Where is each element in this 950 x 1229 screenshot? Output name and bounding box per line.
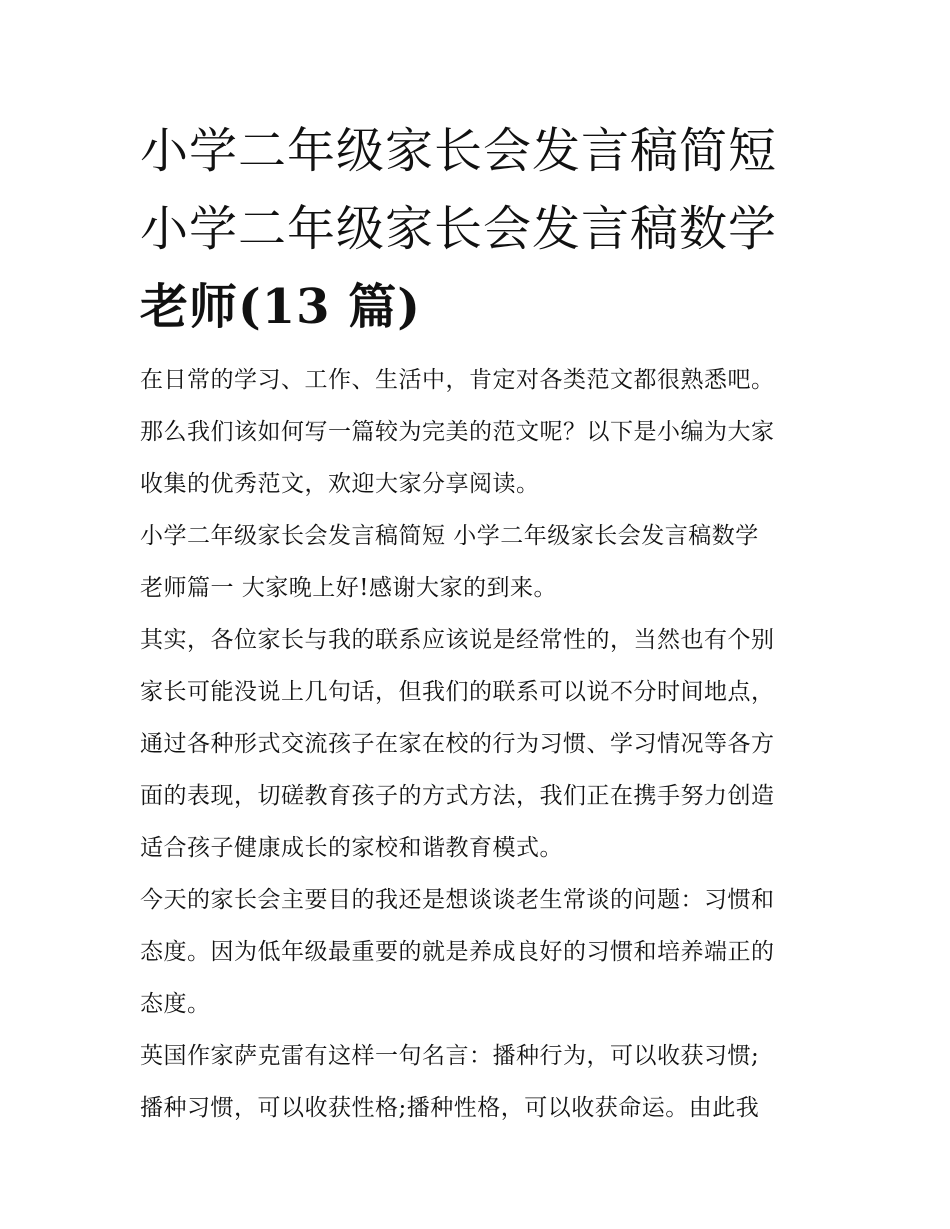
text-line: 收集的优秀范文，欢迎大家分享阅读。 [140, 471, 540, 497]
text-line: 态度。因为低年级最重要的就是养成良好的习惯和培养端正的 [140, 939, 775, 965]
paragraph-intro [140, 354, 830, 510]
title-line: 小学二年级家长会发言稿简短 [140, 123, 778, 179]
document-body [140, 354, 830, 1134]
text-line: 通过各种形式交流孩子在家在校的行为习惯、学习情况等各方 [140, 731, 775, 757]
text-line: 其实，各位家长与我的联系应该说是经常性的，当然也有个别 [140, 627, 775, 653]
text-line: 态度。 [140, 991, 211, 1017]
document-title [140, 112, 820, 346]
title-line: 小学二年级家长会发言稿数学 [140, 201, 778, 257]
text-line: 英国作家萨克雷有这样一句名言：播种行为，可以收获习惯; [140, 1043, 760, 1069]
text-line: 老师篇一 大家晚上好!感谢大家的到来。 [140, 575, 558, 601]
paragraph-heading [140, 510, 830, 614]
paragraph-contact [140, 614, 830, 874]
text-line: 面的表现，切磋教育孩子的方式方法，我们正在携手努力创造 [140, 783, 775, 809]
text-line: 小学二年级家长会发言稿简短 小学二年级家长会发言稿数学 [140, 523, 759, 549]
text-line: 今天的家长会主要目的我还是想谈谈老生常谈的问题：习惯和 [140, 887, 775, 913]
text-line: 适合孩子健康成长的家校和谐教育模式。 [140, 835, 563, 861]
paragraph-quote [140, 1030, 830, 1134]
text-line: 播种习惯，可以收获性格;播种性格，可以收获命运。由此我 [140, 1095, 760, 1121]
text-line: 那么我们该如何写一篇较为完美的范文呢？以下是小编为大家 [140, 419, 775, 445]
paragraph-purpose [140, 874, 830, 1030]
title-line: 老师(13 篇) [140, 279, 421, 335]
text-line: 家长可能没说上几句话，但我们的联系可以说不分时间地点， [140, 679, 775, 705]
text-line: 在日常的学习、工作、生活中，肯定对各类范文都很熟悉吧。 [140, 367, 775, 393]
